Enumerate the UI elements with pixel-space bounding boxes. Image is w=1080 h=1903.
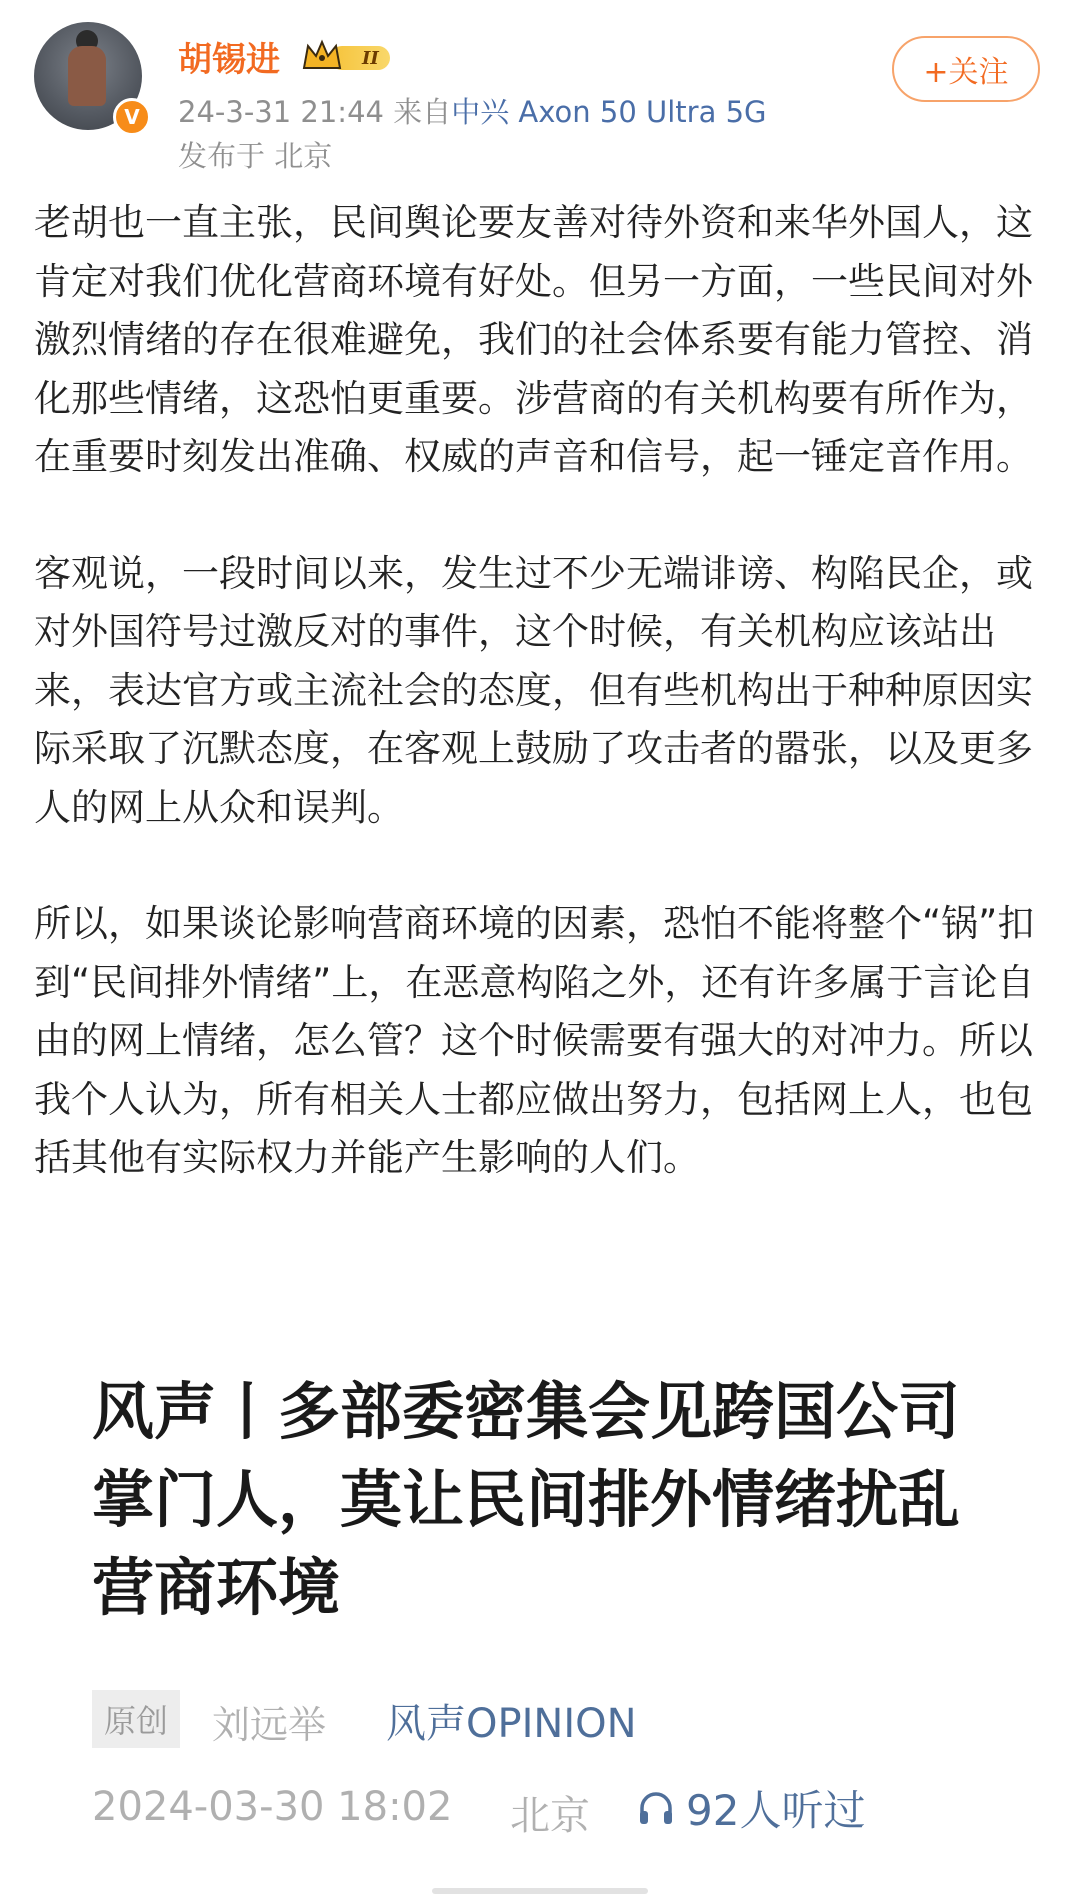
headphones-icon [636,1788,676,1828]
post-paragraph: 客观说，一段时间以来，发生过不少无端诽谤、构陷民企，或对外国符号过激反对的事件，这个时候，有关机构应该站出来，表达官方或主流社会的态度，但有些机构出于种种原因实际采取了沉默态度，在客观上鼓励了攻击者的嚣张，以及更多人的网上从众和误判。 [34,551,1033,829]
device-link[interactable]: 中兴 Axon 50 Ultra 5G [451,95,767,129]
article-author: 刘远举 [212,1703,327,1747]
username[interactable]: 胡锡进 [178,40,280,80]
rank-badge-text: II [362,48,379,69]
article-date: 2024-03-30 18:02 [92,1784,453,1830]
article-city: 北京 [510,1793,590,1839]
post-body [34,194,1044,1188]
avatar-body-shape [68,46,106,106]
source-prefix: 来自 [393,95,452,129]
article-channel-link[interactable]: 风声OPINION [386,1701,637,1747]
listen-count[interactable] [636,1778,865,1838]
listen-count-text: 92人听过 [686,1786,866,1835]
post-paragraph: 所以，如果谈论影响营商环境的因素，恐怕不能将整个“锅”扣到“民间排外情绪”上，在恶意构陷之外，还有许多属于言论自由的网上情绪，怎么管？这个时候需要有强大的对冲力。所以我个人认为，所有相关人士都应做出努力，包括网上人，也包括其他有实际权力并能产生影响的人们。 [34,902,1035,1179]
verified-icon: V [113,98,151,136]
follow-button[interactable]: +关注 [892,36,1040,102]
post-meta [178,90,767,131]
post-location: 发布于 北京 [178,139,333,173]
post-timestamp: 24-3-31 21:44 [178,95,384,129]
original-tag: 原创 [92,1690,180,1748]
post-paragraph: 老胡也一直主张，民间舆论要友善对待外资和来华外国人，这肯定对我们优化营商环境有好处。但另一方面，一些民间对外激烈情绪的存在很难避免，我们的社会体系要有能力管控、消化那些情绪，这恐怕更重要。涉营商的有关机构要有所作为，在重要时刻发出准确、权威的声音和信号，起一锤定音作用。 [34,201,1033,478]
home-indicator [432,1888,648,1894]
article-title: 风声丨多部委密集会见跨国公司掌门人，莫让民间排外情绪扰乱营商环境 [92,1375,961,1624]
quoted-article[interactable] [34,1348,1046,1888]
crown-badge-icon [300,38,396,76]
